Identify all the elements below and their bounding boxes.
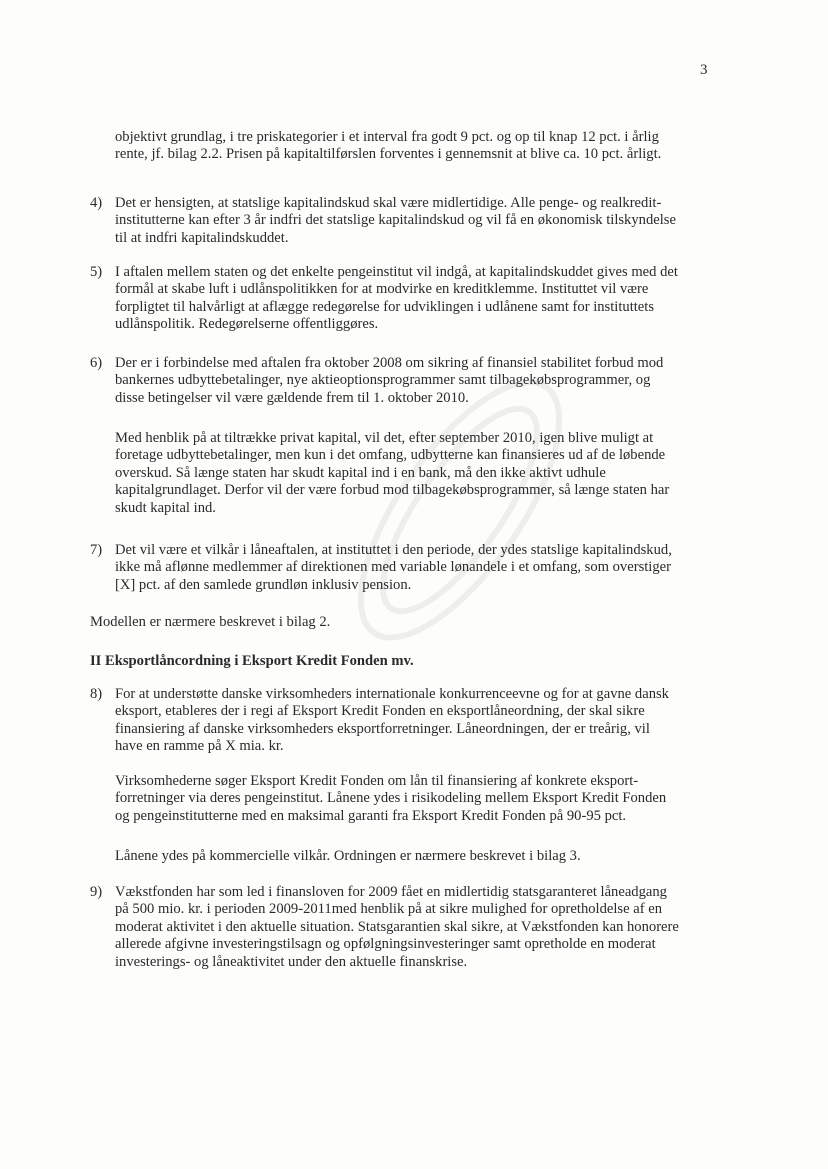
intro-line: rente, jf. bilag 2.2. Prisen på kapitaltilførslen forventes i gennemsnit at blive ca. 10 pct. årligt.	[115, 146, 662, 163]
model-note-text: Modellen er nærmere beskrevet i bilag 2.	[90, 614, 331, 630]
item-line: eksport, etableres der i regi af Eksport Kredit Fonden en eksportlåneordning, der skal sikre	[115, 703, 645, 720]
item-9-paragraph	[115, 884, 727, 971]
item-line: overskud. Så længe staten har skudt kapital ind i en bank, må den ikke aktivt udhule	[115, 464, 606, 481]
item-line: formål at skabe luft i udlånspolitikken for at modvirke en kreditklemme. Instituttet vil være	[115, 281, 649, 298]
item-5-paragraph	[115, 264, 727, 334]
item-line: Det er hensigten, at statslige kapitalindskud skal være midlertidige. Alle penge- og realkredit-	[115, 195, 662, 211]
item-number: 5)	[90, 264, 103, 280]
item-7-paragraph	[115, 542, 727, 594]
item-6-continuation	[115, 430, 727, 517]
item-8-paragraph	[115, 686, 727, 756]
page-number: 3	[700, 62, 708, 78]
item-line: forpligtet til halvårligt at aflægge redegørelse for udviklingen i udlånene samt for instituttets	[115, 298, 655, 315]
item-line: på 500 mio. kr. i perioden 2009-2011med henblik på at sikre mulighed for opretholdelse af en	[115, 901, 662, 918]
item-line: institutterne kan efter 3 år indfri det statslige kapitalindskud og vil få en økonomisk tilskyndelse	[115, 212, 676, 229]
item-line: Det vil være et vilkår i låneaftalen, at instituttet i den periode, der ydes statslige kapitalindskud,	[115, 542, 672, 558]
item-number: 8)	[90, 686, 103, 702]
model-note	[90, 614, 730, 631]
item-number: 9)	[90, 884, 103, 900]
item-line: For at understøtte danske virksomheders internationale konkurrenceevne og for at gavne dansk	[115, 686, 669, 702]
item-line: Lånene ydes på kommercielle vilkår. Ordningen er nærmere beskrevet i bilag 3.	[115, 848, 581, 864]
item-line: moderat aktivitet i den aktuelle situation. Statsgarantien skal sikre, at Vækstfonden kan honorere	[115, 918, 679, 935]
item-line: kapitalgrundlaget. Derfor vil der være forbud mod tilbagekøbsprogrammer, så længe staten har	[115, 482, 670, 499]
item-4-paragraph	[115, 195, 727, 247]
item-line: foretage udbyttebetalinger, men kun i det omfang, udbytterne kan finansieres ud af de løbende	[115, 447, 666, 464]
item-line: Vækstfonden har som led i finansloven for 2009 fået en midlertidig statsgaranteret låneadgang	[115, 884, 667, 900]
item-line: have en ramme på X mia. kr.	[115, 738, 284, 755]
item-line: Med henblik på at tiltrække privat kapital, vil det, efter september 2010, igen blive muligt at	[115, 430, 654, 446]
item-8-continuation-2	[115, 848, 727, 865]
item-line: [X] pct. af den samlede grundløn inklusiv pension.	[115, 576, 412, 593]
item-line: forretninger via deres pengeinstitut. Lånene ydes i risikodeling mellem Eksport Kredit Fonden	[115, 790, 667, 807]
item-6-paragraph	[115, 355, 727, 407]
item-line: skudt kapital ind.	[115, 499, 216, 516]
item-number: 7)	[90, 542, 103, 558]
item-line: Virksomhederne søger Eksport Kredit Fonden om lån til finansiering af konkrete eksport-	[115, 773, 639, 789]
item-line: ikke må aflønne medlemmer af direktionen med variable lønandele i et omfang, som overstiger	[115, 559, 671, 576]
item-line: bankernes udbyttebetalinger, nye aktieoptionsprogrammer samt tilbagekøbsprogrammer, og	[115, 372, 651, 389]
item-line: disse betingelser vil være gældende frem til 1. oktober 2010.	[115, 389, 469, 406]
intro-line: objektivt grundlag, i tre priskategorier i et interval fra godt 9 pct. og op til knap 12 pct. i årlig	[115, 129, 659, 145]
item-line: I aftalen mellem staten og det enkelte pengeinstitut vil indgå, at kapitalindskuddet gives med det	[115, 264, 678, 280]
item-line: og pengeinstitutterne med en maksimal garanti fra Eksport Kredit Fonden på 90-95 pct.	[115, 807, 627, 824]
item-line: allerede afgivne investeringstilsagn og opfølgningsinvesteringer samt opretholde en moderat	[115, 936, 656, 953]
item-line: investerings- og låneaktivitet under den aktuelle finanskrise.	[115, 953, 468, 970]
item-line: udlånspolitik. Redegørelserne offentliggøres.	[115, 316, 379, 333]
item-line: Der er i forbindelse med aftalen fra oktober 2008 om sikring af finansiel stabilitet forbud mod	[115, 355, 664, 371]
item-8-continuation	[115, 773, 727, 825]
item-line: til at indfri kapitalindskuddet.	[115, 229, 289, 246]
section-heading: II Eksportlåncordning i Eksport Kredit Fonden mv.	[90, 653, 414, 669]
item-number: 4)	[90, 195, 103, 211]
item-line: finansiering af danske virksomheders eksportforretninger. Låneordningen, der er treårig, vil	[115, 720, 650, 737]
intro-paragraph	[115, 129, 727, 164]
item-number: 6)	[90, 355, 103, 371]
